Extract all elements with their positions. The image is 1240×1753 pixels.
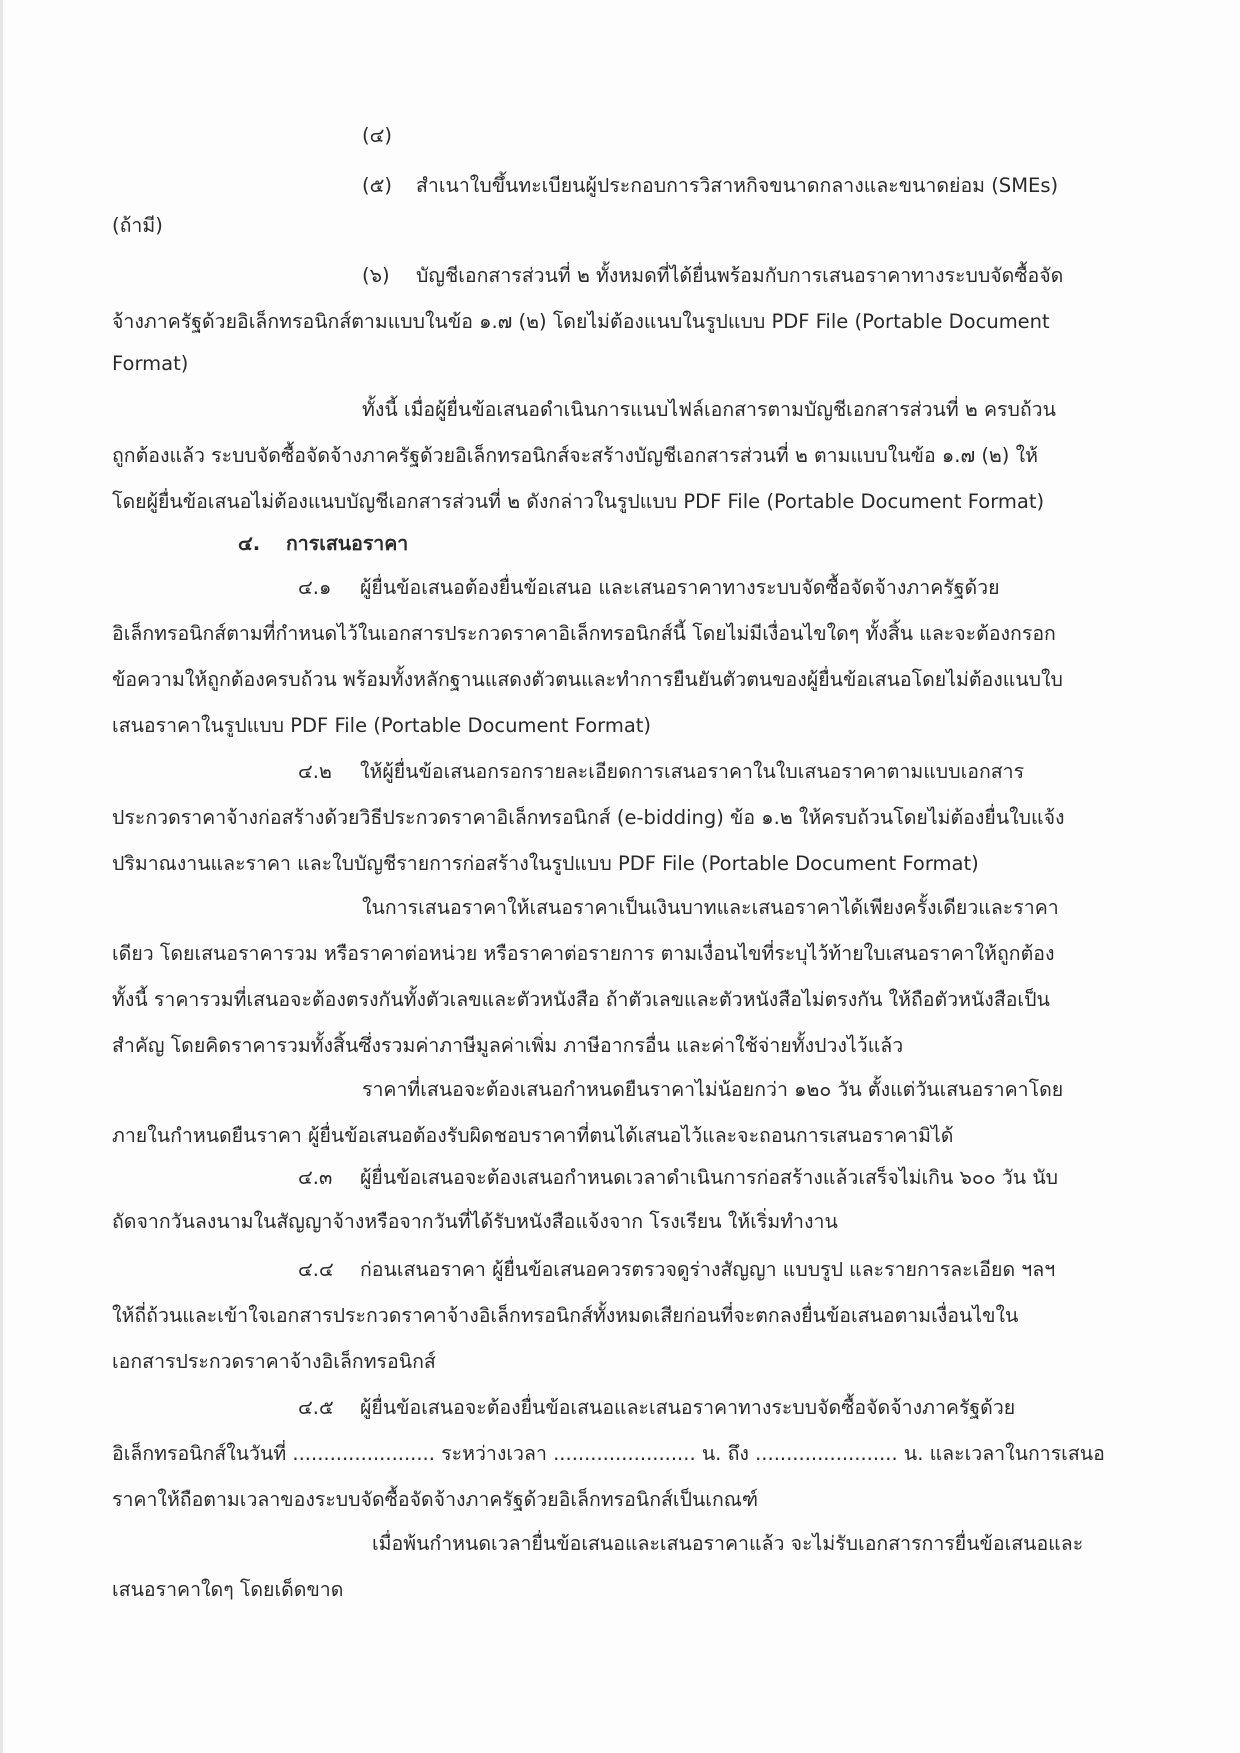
paragraph-line: ปริมาณงานและราคา และใบบัญชีรายการก่อสร้างในรูปแบบ PDF File (Portable Document Format)	[112, 852, 979, 875]
page-edge	[0, 0, 3, 1753]
paragraph-line: ข้อความให้ถูกต้องครบถ้วน พร้อมทั้งหลักฐานแสดงตัวตนและทำการยืนยันตัวตนของผู้ยื่นข้อเสนอโดยไม่ต้องแนบใบ	[112, 668, 1063, 691]
clause-text: ให้ผู้ยื่นข้อเสนอกรอกรายละเอียดการเสนอราคาในใบเสนอราคาตามแบบเอกสาร	[360, 760, 1025, 783]
paragraph-line	[362, 172, 1058, 200]
paragraph-line: ถูกต้องแล้ว ระบบจัดซื้อจัดจ้างภาครัฐด้วยอิเล็กทรอนิกส์จะสร้างบัญชีเอกสารส่วนที่ ๒ ตามแบบในข้อ ๑.๗ (๒) ให้	[112, 444, 1038, 467]
paragraph-line: เมื่อพ้นกำหนดเวลายื่นข้อเสนอและเสนอราคาแล้ว จะไม่รับเอกสารการยื่นข้อเสนอและ	[372, 1532, 1084, 1555]
paragraph-line: ราคาที่เสนอจะต้องเสนอกำหนดยืนราคาไม่น้อยกว่า ๑๒๐ วัน ตั้งแต่วันเสนอราคาโดย	[362, 1078, 1064, 1101]
clause-text: ผู้ยื่นข้อเสนอต้องยื่นข้อเสนอ และเสนอราคาทางระบบจัดซื้อจัดจ้างภาครัฐด้วย	[360, 576, 1000, 599]
item-number: (๖)	[362, 264, 390, 287]
paragraph-line: ในการเสนอราคาให้เสนอราคาเป็นเงินบาทและเสนอราคาได้เพียงครั้งเดียวและราคา	[362, 896, 1059, 919]
paragraph-line: จ้างภาครัฐด้วยอิเล็กทรอนิกส์ตามแบบในข้อ ๑.๗ (๒) โดยไม่ต้องแนบในรูปแบบ PDF File (Portable Document	[112, 310, 1050, 333]
paragraph-line	[298, 1394, 1015, 1422]
clause-text: ผู้ยื่นข้อเสนอจะต้องเสนอกำหนดเวลาดำเนินการก่อสร้างแล้วเสร็จไม่เกิน ๖๐๐ วัน นับ	[360, 1166, 1059, 1189]
paragraph-line: ประกวดราคาจ้างก่อสร้างด้วยวิธีประกวดราคาอิเล็กทรอนิกส์ (e-bidding) ข้อ ๑.๒ ให้ครบถ้วนโดยไม่ต้องยื่นใบแจ้ง	[112, 806, 1065, 829]
paragraph-line: Format)	[112, 352, 189, 375]
paragraph-line: สำคัญ โดยคิดราคารวมทั้งสิ้นซึ่งรวมค่าภาษีมูลค่าเพิ่ม ภาษีอากรอื่น และค่าใช้จ่ายทั้งปวงไว้แล้ว	[112, 1034, 904, 1057]
paragraph-line: เดียว โดยเสนอราคารวม หรือราคาต่อหน่วย หรือราคาต่อรายการ ตามเงื่อนไขที่ระบุไว้ท้ายใบเสนอราคาให้ถูกต้อง	[112, 942, 1055, 965]
paragraph-line: ถัดจากวันลงนามในสัญญาจ้างหรือจากวันที่ได้รับหนังสือแจ้งจาก โรงเรียน ให้เริ่มทำงาน	[112, 1210, 838, 1233]
clause-number: ๔.๔	[298, 1258, 334, 1281]
item-text: บัญชีเอกสารส่วนที่ ๒ ทั้งหมดที่ได้ยื่นพร้อมกับการเสนอราคาทางระบบจัดซื้อจัด	[416, 264, 1064, 287]
paragraph-line: ภายในกำหนดยืนราคา ผู้ยื่นข้อเสนอต้องรับผิดชอบราคาที่ตนได้เสนอไว้และจะถอนการเสนอราคามิได้	[112, 1124, 954, 1147]
paragraph-line: ราคาให้ถือตามเวลาของระบบจัดซื้อจัดจ้างภาครัฐด้วยอิเล็กทรอนิกส์เป็นเกณฑ์	[112, 1488, 759, 1511]
item-number: (๔)	[362, 124, 392, 147]
paragraph-line: (ถ้ามี)	[112, 214, 163, 237]
paragraph-line: โดยผู้ยื่นข้อเสนอไม่ต้องแนบบัญชีเอกสารส่วนที่ ๒ ดังกล่าวในรูปแบบ PDF File (Portable Document Format)	[112, 490, 1045, 513]
item-text: สำเนาใบขึ้นทะเบียนผู้ประกอบการวิสาหกิจขนาดกลางและขนาดย่อม (SMEs)	[416, 174, 1059, 197]
paragraph-line	[298, 574, 1000, 602]
paragraph-line: เสนอราคาใดๆ โดยเด็ดขาด	[112, 1578, 344, 1601]
clause-number: ๔.๒	[298, 760, 332, 783]
paragraph-line: ทั้งนี้ ราคารวมที่เสนอจะต้องตรงกันทั้งตัวเลขและตัวหนังสือ ถ้าตัวเลขและตัวหนังสือไม่ตรงกัน ให้ถือตัวหนังสือเป็น	[112, 988, 1050, 1011]
paragraph-line: เสนอราคาในรูปแบบ PDF File (Portable Document Format)	[112, 714, 652, 737]
section-title: การเสนอราคา	[286, 532, 409, 555]
clause-number: ๔.๓	[298, 1166, 333, 1189]
paragraph-line	[298, 1256, 1055, 1284]
paragraph-line	[298, 1164, 1058, 1192]
paragraph-line: อิเล็กทรอนิกส์ในวันที่ ....................... ระหว่างเวลา ....................... น. ถึง ....................... น. และเวลาในการเสนอ	[112, 1442, 1105, 1465]
paragraph-line: อิเล็กทรอนิกส์ตามที่กำหนดไว้ในเอกสารประกวดราคาอิเล็กทรอนิกส์นี้ โดยไม่มีเงื่อนไขใดๆ ทั้งสิ้น และจะต้องกรอก	[112, 622, 1056, 645]
paragraph-line	[362, 262, 1063, 290]
paragraph-line	[298, 758, 1024, 786]
paragraph-line: เอกสารประกวดราคาจ้างอิเล็กทรอนิกส์	[112, 1350, 436, 1373]
clause-text: ผู้ยื่นข้อเสนอจะต้องยื่นข้อเสนอและเสนอราคาทางระบบจัดซื้อจัดจ้างภาครัฐด้วย	[360, 1396, 1016, 1419]
paragraph-line: ทั้งนี้ เมื่อผู้ยื่นข้อเสนอดำเนินการแนบไฟล์เอกสารตามบัญชีเอกสารส่วนที่ ๒ ครบถ้วน	[362, 398, 1056, 421]
paragraph-line: ให้ถี่ถ้วนและเข้าใจเอกสารประกวดราคาจ้างอิเล็กทรอนิกส์ทั้งหมดเสียก่อนที่จะตกลงยื่นข้อเสนอตามเงื่อนไขใน	[112, 1304, 1019, 1327]
item-number: (๕)	[362, 174, 392, 197]
clause-number: ๔.๕	[298, 1396, 334, 1419]
clause-number: ๔.๑	[298, 576, 332, 599]
clause-text: ก่อนเสนอราคา ผู้ยื่นข้อเสนอควรตรวจดูร่างสัญญา แบบรูป และรายการละเอียด ฯลฯ	[360, 1258, 1056, 1281]
section-number: ๔.	[238, 532, 261, 555]
section-heading	[238, 530, 408, 558]
